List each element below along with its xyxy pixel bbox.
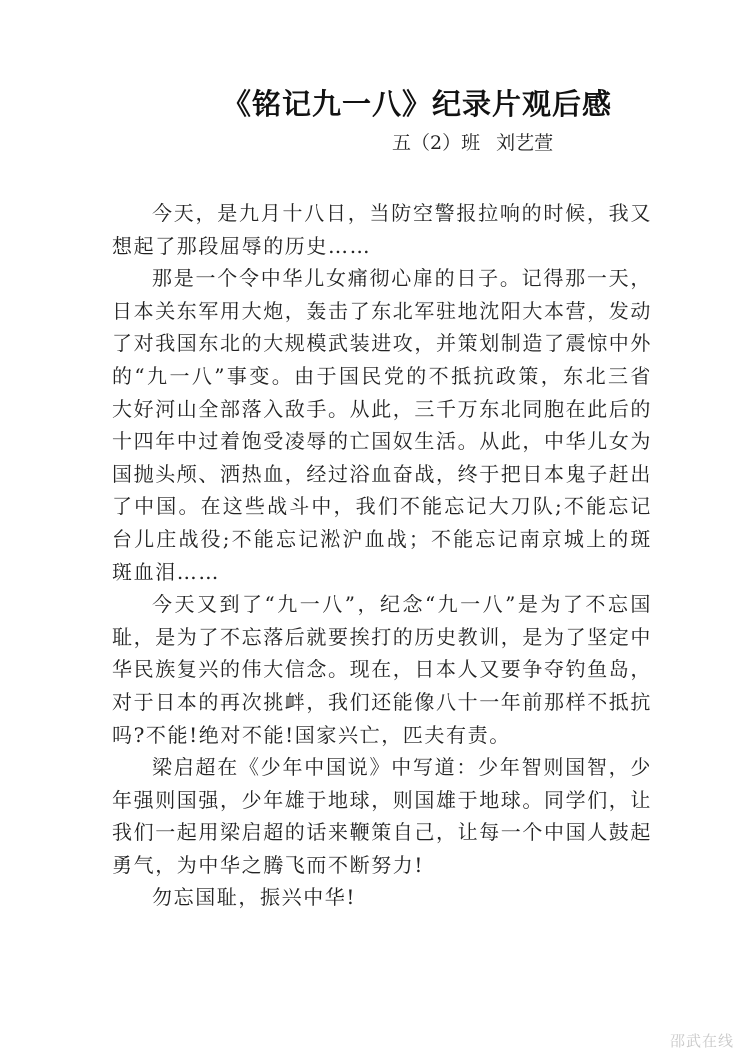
author-name: 刘艺萱: [496, 132, 554, 154]
author-class: 五（2）班: [392, 132, 481, 154]
document-title: 《铭记九一八》纪录片观后感: [222, 87, 613, 121]
paragraph: 那是一个令中华儿女痛彻心扉的日子。记得那一天，日本关东军用大炮，轰击了东北军驻地沈阳大本营，发动了对我国东北的大规模武装进攻，并策划制造了震惊中外的“九一八”事变。由于国民党的不抵抗政策，东北三省大好河山全部落入敌手。从此，三千万东北同胞在此后的十四年中过着饱受凌辱的亡国奴生活。从此，中华儿女为国抛头颅、洒热血，经过浴血奋战，终于把日本鬼子赶出了中国。在这些战斗中，我们不能忘记大刀队;不能忘记台儿庄战役;不能忘记淞沪血战；不能忘记南京城上的斑斑血泪……: [112, 266, 652, 584]
author-line: [392, 128, 553, 158]
paragraph: 今天又到了“九一八”，纪念“九一八”是为了不忘国耻，是为了不忘落后就要挨打的历史教训，是为了坚定中华民族复兴的伟大信念。现在，日本人又要争夺钓鱼岛，对于日本的再次挑衅，我们还能像八十一年前那样不抵抗吗?不能!绝对不能!国家兴亡，匹夫有责。: [112, 592, 652, 747]
paragraph: 梁启超在《少年中国说》中写道：少年智则国智，少年强则国强，少年雄于地球，则国雄于地球。同学们，让我们一起用梁启超的话来鞭策自己，让每一个中国人鼓起勇气，为中华之腾飞而不断努力!: [112, 755, 652, 877]
paragraph: 今天，是九月十八日，当防空警报拉响的时候，我又想起了那段屈辱的历史……: [112, 201, 652, 258]
document-body: [112, 197, 652, 914]
paragraph: 勿忘国耻，振兴中华!: [152, 885, 357, 910]
watermark: 邵武在线: [669, 1032, 734, 1050]
